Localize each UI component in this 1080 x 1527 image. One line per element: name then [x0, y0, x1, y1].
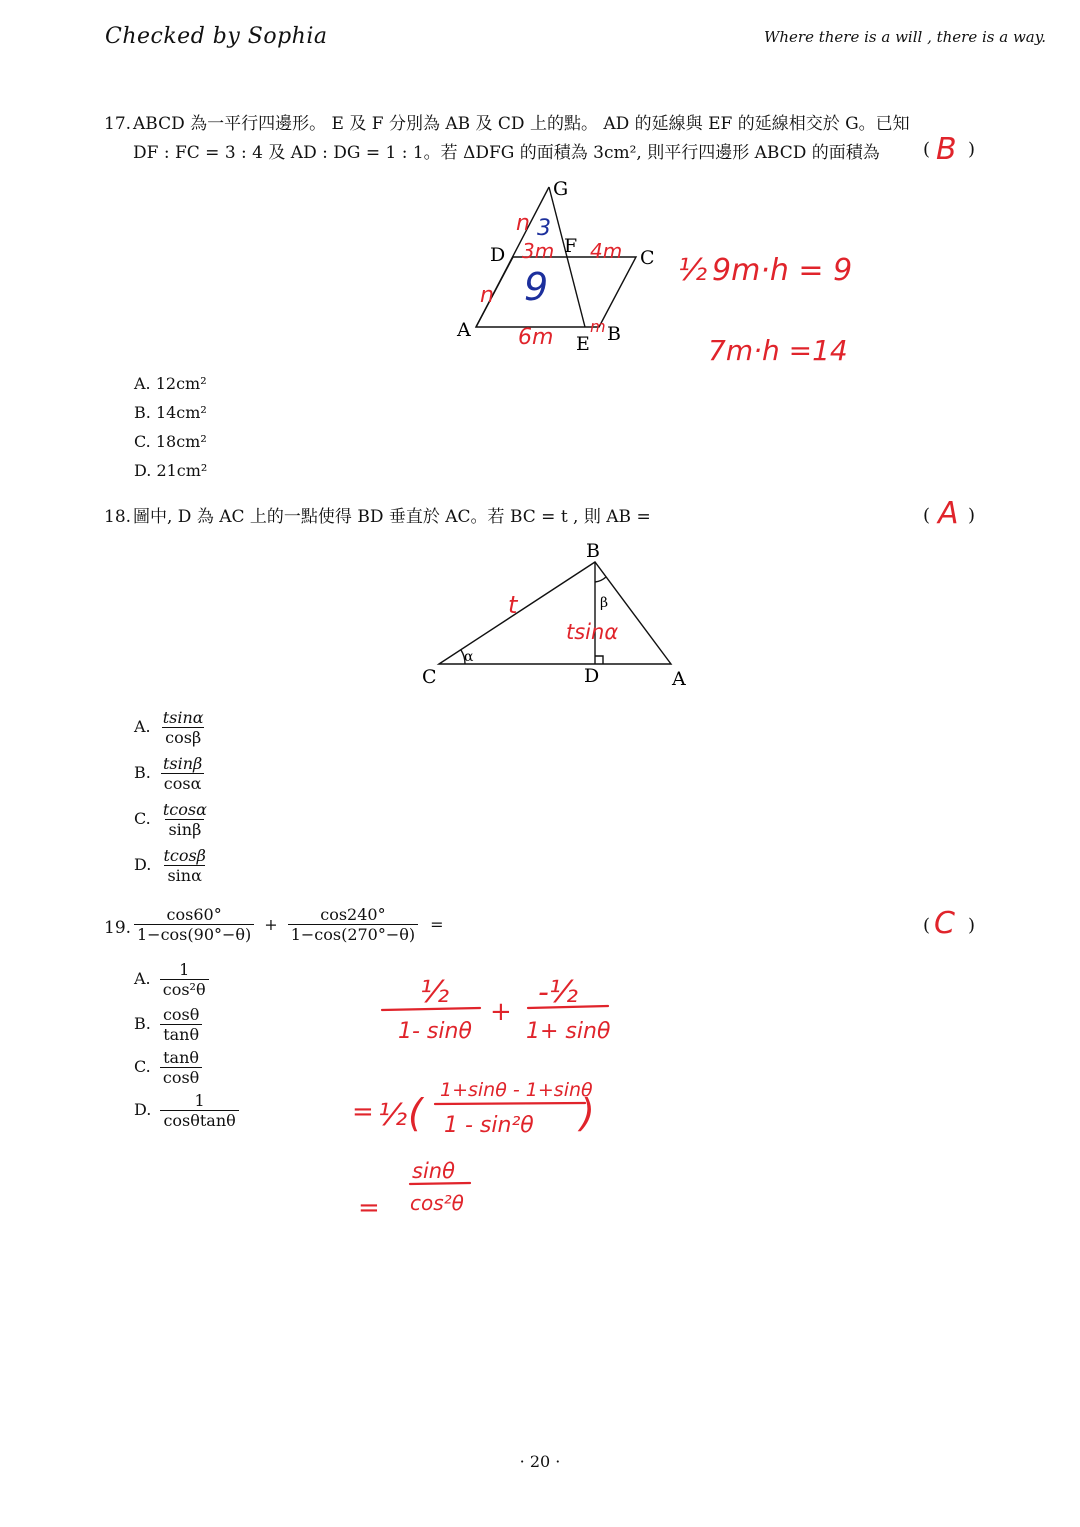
fraction-denominator: cosα: [161, 773, 205, 793]
option-fraction: [160, 846, 208, 885]
q17-anno-half: ½: [678, 253, 708, 288]
fraction-denominator: cosβ: [162, 727, 204, 747]
q17-label-c: C: [640, 247, 655, 269]
fraction-numerator: 1: [194, 1091, 205, 1110]
q17-number: 17.: [104, 114, 132, 134]
q18-anno-t: t: [508, 591, 518, 619]
option-label: B.: [134, 763, 151, 782]
option-text: 12cm²: [155, 374, 207, 393]
work-l2-open: (: [408, 1091, 423, 1135]
work-l2-half: ½: [378, 1098, 408, 1133]
q18-option-d: [134, 846, 213, 885]
option-label: C.: [134, 1057, 151, 1076]
option-fraction: [160, 960, 209, 999]
q17-label-g: G: [553, 178, 569, 200]
q19-plus: +: [264, 915, 278, 934]
q19-equals: =: [430, 915, 444, 934]
q18-label-b: B: [586, 540, 600, 562]
q17-anno-eq1: 9m·h = 9: [712, 253, 853, 288]
fraction-denominator: sinβ: [165, 819, 204, 839]
fraction-numerator: cos240°: [320, 905, 386, 924]
q17-label-d: D: [490, 244, 506, 266]
q17-label-a: A: [457, 319, 471, 341]
q17-anno-3m: 3m: [522, 239, 555, 263]
work-l3-eq: =: [358, 1193, 380, 1223]
q19-option-b: [134, 1005, 206, 1044]
q19-paren-open: (: [923, 915, 931, 936]
q17-anno-n-top: n: [516, 211, 530, 236]
fraction-denominator: 1−cos(90°−θ): [134, 924, 254, 944]
q18-label-alpha: α: [464, 649, 474, 665]
fraction-numerator: tsinα: [162, 708, 204, 727]
q17-label-b: B: [607, 323, 621, 345]
option-label: D.: [134, 461, 152, 480]
q17-option-c: [134, 432, 207, 451]
option-fraction: [160, 708, 207, 747]
work-l1-num2: -½: [538, 975, 578, 1010]
q19-expression: [130, 905, 444, 944]
fraction-numerator: tsinβ: [162, 754, 203, 773]
fraction-numerator: cos60°: [166, 905, 222, 924]
q17-label-f: F: [564, 235, 578, 257]
q19-handwritten-work: [340, 960, 660, 1250]
work-l3-num: sinθ: [412, 1159, 455, 1183]
work-l2-num: 1+sinθ - 1+sinθ: [440, 1079, 593, 1101]
fraction-numerator: cosθ: [162, 1005, 200, 1024]
q19-number: 19.: [104, 918, 132, 938]
q17-option-d: [134, 461, 207, 480]
option-label: D.: [134, 1100, 152, 1119]
option-text: 14cm²: [155, 403, 207, 422]
fraction-numerator: tcosα: [162, 800, 207, 819]
option-label: D.: [134, 855, 152, 874]
q19-option-d: [134, 1091, 243, 1130]
fraction-denominator: cosθ: [160, 1067, 202, 1087]
option-fraction: [160, 1005, 202, 1044]
work-l2-den: 1 - sin²θ: [444, 1113, 534, 1138]
q18-option-c: [134, 800, 214, 839]
q17-parallelogram-figure: [440, 170, 860, 390]
q18-label-a: A: [672, 668, 686, 690]
q18-handwritten-answer: A: [938, 496, 959, 531]
q17-handwritten-answer: B: [936, 132, 957, 167]
q18-anno-tsina: tsinα: [566, 620, 619, 644]
fraction-numerator: tcosβ: [163, 846, 206, 865]
q18-label-c: C: [422, 666, 437, 688]
header-signature: Checked by Sophia: [105, 24, 328, 49]
option-label: A.: [134, 717, 151, 736]
option-label: C.: [134, 432, 151, 451]
q17-paren-close: ): [968, 139, 976, 160]
q18-option-b: [134, 754, 209, 793]
q18-label-d: D: [584, 665, 600, 687]
q17-anno-eq2: 7m·h =14: [708, 334, 848, 367]
q17-line2: DF : FC = 3 : 4 及 AD : DG = 1 : 1。若 ΔDFG 的面積為 3cm², 則平行四邊形 ABCD 的面積為: [133, 143, 880, 163]
page-number: · 20 ·: [519, 1452, 561, 1471]
q17-anno-nine: 9: [524, 265, 549, 309]
work-l3-den: cos²θ: [410, 1191, 464, 1215]
q19-fraction-2: [288, 905, 418, 944]
option-text: 18cm²: [155, 432, 207, 451]
fraction-denominator: sinα: [164, 865, 204, 885]
option-label: B.: [134, 403, 151, 422]
work-l1-den2: 1+ sinθ: [526, 1019, 611, 1044]
work-l1-plus: +: [490, 997, 512, 1027]
work-l2-close: ): [580, 1091, 595, 1135]
fraction-denominator: tanθ: [160, 1024, 202, 1044]
q19-option-c: [134, 1048, 206, 1087]
q19-handwritten-answer: C: [934, 906, 955, 941]
q17-anno-4m: 4m: [590, 239, 623, 263]
q18-paren-close: ): [968, 505, 976, 526]
fraction-denominator: 1−cos(270°−θ): [288, 924, 418, 944]
q17-anno-6m: 6m: [518, 325, 554, 350]
option-label: A.: [134, 374, 151, 393]
option-text: 21cm²: [156, 461, 208, 480]
q17-option-b: [134, 403, 207, 422]
q17-label-e: E: [576, 333, 590, 355]
q18-label-beta: β: [600, 595, 609, 611]
option-fraction: [160, 754, 205, 793]
q17-option-a: [134, 374, 207, 393]
work-l1-num1: ½: [420, 975, 450, 1010]
option-label: A.: [134, 969, 151, 988]
q19-paren-close: ): [968, 915, 976, 936]
work-l2-eq: =: [352, 1097, 374, 1127]
q18-option-a: [134, 708, 211, 747]
q17-line1: ABCD 為一平行四邊形。 E 及 F 分別為 AB 及 CD 上的點。 AD 的延線與 EF 的延線相交於 G。已知: [133, 114, 910, 134]
q17-anno-n-bottom: n: [480, 283, 494, 308]
option-fraction: [160, 1048, 202, 1087]
option-label: C.: [134, 809, 151, 828]
work-l1-den1: 1- sinθ: [398, 1019, 472, 1044]
q18-paren-open: (: [923, 505, 931, 526]
fraction-denominator: cos²θ: [160, 979, 209, 999]
q17-anno-m: m: [590, 317, 606, 336]
option-label: B.: [134, 1014, 151, 1033]
q18-text: 圖中, D 為 AC 上的一點使得 BD 垂直於 AC。若 BC = t , 則 AB =: [133, 507, 651, 527]
q19-option-a: [134, 960, 213, 999]
fraction-denominator: cosθtanθ: [160, 1110, 238, 1130]
fraction-numerator: tanθ: [163, 1048, 200, 1067]
q19-fraction-1: [134, 905, 254, 944]
q18-number: 18.: [104, 507, 132, 527]
q17-anno-three: 3: [537, 216, 551, 241]
option-fraction: [160, 1091, 238, 1130]
q18-triangle-figure: [410, 535, 710, 695]
header-motto: Where there is a will , there is a way.: [763, 28, 1046, 46]
fraction-numerator: 1: [179, 960, 190, 979]
q17-paren-open: (: [923, 139, 931, 160]
option-fraction: [160, 800, 210, 839]
